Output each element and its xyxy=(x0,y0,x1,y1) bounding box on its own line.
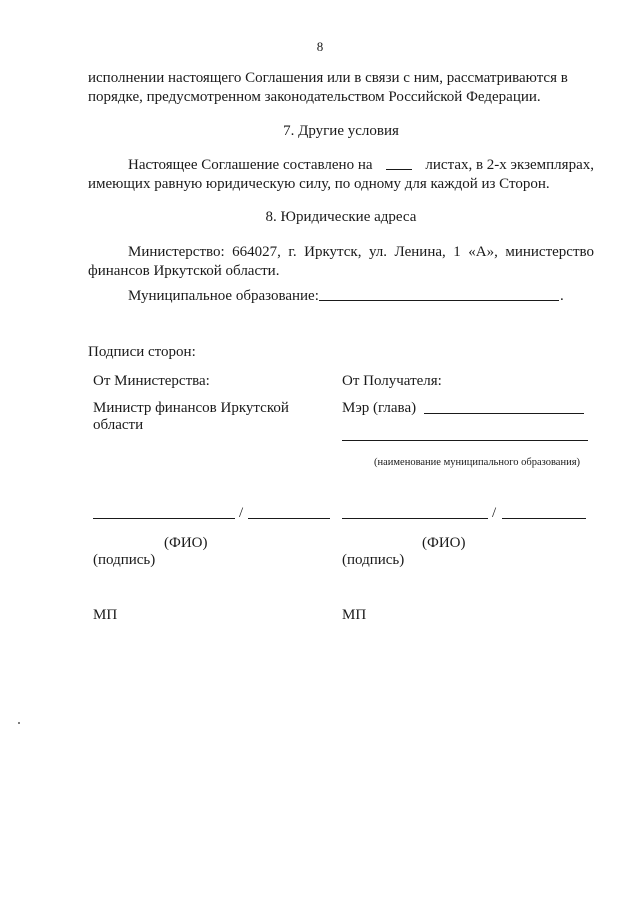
right-position-blank xyxy=(424,413,584,414)
section-7-heading: 7. Другие условия xyxy=(283,123,399,139)
scan-speck xyxy=(18,722,20,724)
left-party-label: От Министерства: xyxy=(93,373,210,389)
left-signature-blank xyxy=(93,518,235,519)
right-signature-blank xyxy=(342,518,488,519)
right-stamp-label: МП xyxy=(342,607,367,623)
left-position-line-1: Министр финансов Иркутской xyxy=(93,400,289,416)
sheets-count-blank xyxy=(386,154,412,170)
right-municipal-blank xyxy=(342,440,588,441)
municipal-address-blank xyxy=(319,300,559,301)
right-signature-label: (подпись) xyxy=(342,552,405,568)
ministry-address-line-1: Министерство: 664027, г. Иркутск, ул. Ленина, 1 «А», министерство xyxy=(128,244,594,260)
right-party-label: От Получателя: xyxy=(342,373,442,389)
section-8-heading: 8. Юридические адреса xyxy=(265,209,417,225)
left-stamp-label: МП xyxy=(93,607,118,623)
municipal-address-end: . xyxy=(560,288,564,304)
left-position-line-2: области xyxy=(93,417,144,433)
right-fio-label: (ФИО) xyxy=(422,535,466,551)
section-7-line-2: имеющих равную юридическую силу, по одному для каждой из Сторон. xyxy=(88,176,550,192)
right-position-label: Мэр (глава) xyxy=(342,400,417,416)
section-7-text-before: Настоящее Соглашение составлено на xyxy=(128,157,373,173)
ministry-address-line-2: финансов Иркутской области. xyxy=(88,263,280,279)
right-municipal-caption: (наименование муниципального образования) xyxy=(374,457,581,468)
left-slash: / xyxy=(239,505,244,521)
signatures-title: Подписи сторон: xyxy=(88,344,196,360)
left-fio-label: (ФИО) xyxy=(164,535,208,551)
right-slash: / xyxy=(492,505,497,521)
left-name-blank xyxy=(248,518,330,519)
intro-line-1: исполнении настоящего Соглашения или в связи с ним, рассматриваются в xyxy=(88,70,568,86)
left-signature-label: (подпись) xyxy=(93,552,156,568)
intro-line-2: порядке, предусмотренном законодательством Российской Федерации. xyxy=(88,89,541,105)
right-name-blank xyxy=(502,518,586,519)
page-number: 8 xyxy=(316,39,324,54)
municipal-label: Муниципальное образование: xyxy=(128,288,319,304)
section-7-text-after: листах, в 2-х экземплярах, xyxy=(425,157,594,173)
municipal-address-row xyxy=(128,285,319,307)
